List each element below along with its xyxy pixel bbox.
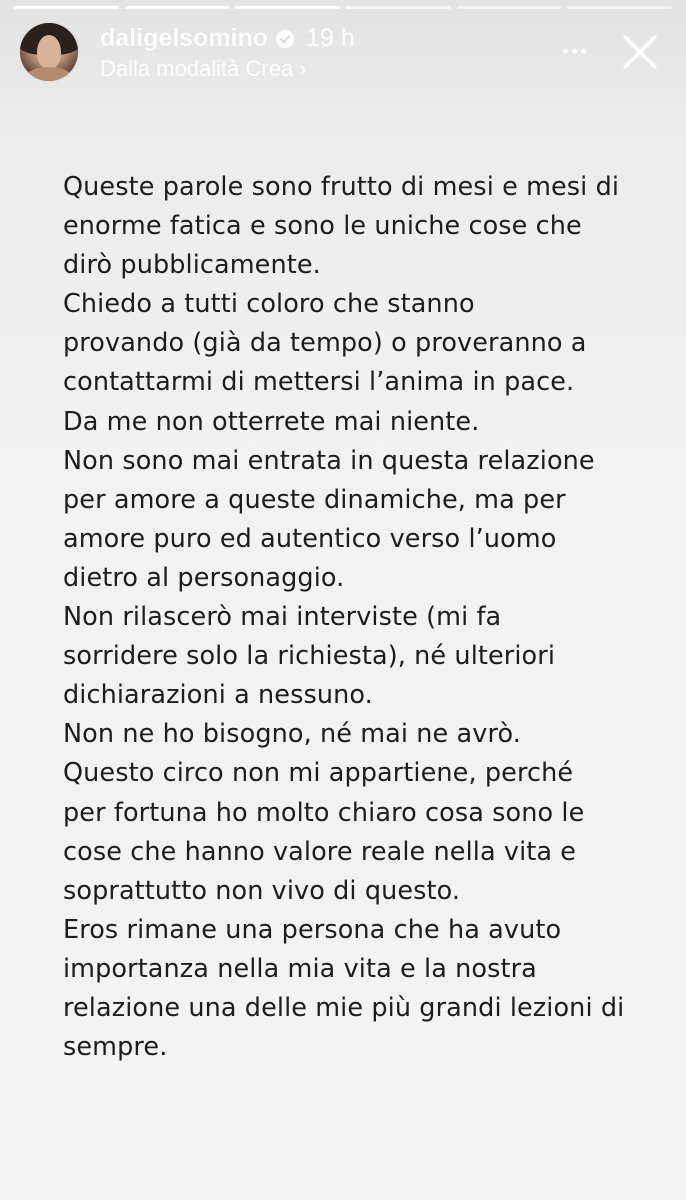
story-text-line: Queste parole sono frutto di mesi e mesi di — [63, 172, 620, 202]
story-progress-bar — [14, 6, 672, 9]
story-text-line: provando (già da tempo) o proveranno a — [63, 328, 587, 359]
progress-segment-fill — [125, 6, 230, 9]
more-dot — [572, 49, 577, 54]
more-dot — [563, 49, 568, 54]
story-text-line: cose che hanno valore reale nella vita e — [63, 836, 577, 867]
progress-segment — [567, 6, 672, 9]
story-text-line: Non rilascerò mai interviste (mi fa — [63, 602, 502, 633]
story-text-line: contattarmi di mettersi l’anima in pace. — [63, 367, 575, 398]
story-text-line: soprattutto non vivo di questo. — [63, 875, 461, 906]
user-line — [100, 24, 355, 53]
story-text-line: Non ne ho bisogno, né mai ne avrò. — [63, 719, 521, 750]
story-text-line: dirò pubblicamente. — [63, 250, 321, 281]
progress-segment-fill — [346, 6, 351, 9]
story-text-line: sorridere solo la richiesta), né ulteriori — [63, 641, 555, 672]
create-mode-link[interactable] — [100, 56, 307, 82]
story-text-line: Chiedo a tutti coloro che stanno — [63, 289, 475, 320]
progress-segment — [125, 6, 230, 9]
more-options-button[interactable] — [554, 36, 594, 66]
progress-segment — [14, 6, 119, 9]
story-text-line: importanza nella mia vita e la nostra — [63, 953, 537, 984]
story-text-line: amore puro ed autentico verso l’uomo — [63, 523, 557, 554]
story-text-line: per fortuna ho molto chiaro cosa sono le — [63, 797, 585, 828]
story-text-line: relazione una delle mie più grandi lezioni di — [63, 992, 625, 1023]
username-link[interactable]: daligelsomino — [100, 24, 269, 52]
story-time: 19 h — [306, 24, 355, 52]
story-text-line: Eros rimane una persona che ha avuto — [63, 914, 562, 945]
progress-segment — [457, 6, 562, 9]
create-mode-label: Dalla modalità Crea — [100, 56, 294, 81]
close-button[interactable] — [620, 32, 660, 72]
story-text-line: Da me non otterrete mai niente. — [63, 406, 480, 437]
progress-segment-fill — [14, 6, 119, 9]
verified-badge-icon — [276, 30, 294, 48]
progress-segment — [346, 6, 451, 9]
avatar-shoulders — [26, 67, 72, 81]
story-text-line: dichiarazioni a nessuno. — [63, 680, 373, 711]
progress-segment — [235, 6, 340, 9]
more-dot — [581, 49, 586, 54]
progress-segment-fill — [235, 6, 340, 9]
close-icon — [620, 32, 660, 72]
story-text-line: sempre. — [63, 1032, 168, 1063]
story-text-line: per amore a queste dinamiche, ma per — [63, 484, 566, 515]
story-text-line: Questo circo non mi appartiene, perché — [63, 758, 574, 789]
story-text — [63, 168, 663, 1067]
story-text-line: enorme fatica e sono le uniche cose che — [63, 211, 582, 242]
avatar[interactable] — [20, 23, 78, 81]
story-header — [20, 22, 670, 86]
story-text-line: dietro al personaggio. — [63, 562, 345, 593]
story-text-line: Non sono mai entrata in questa relazione — [63, 445, 595, 476]
avatar-face — [37, 35, 61, 69]
chevron-right-icon: › — [299, 56, 307, 81]
